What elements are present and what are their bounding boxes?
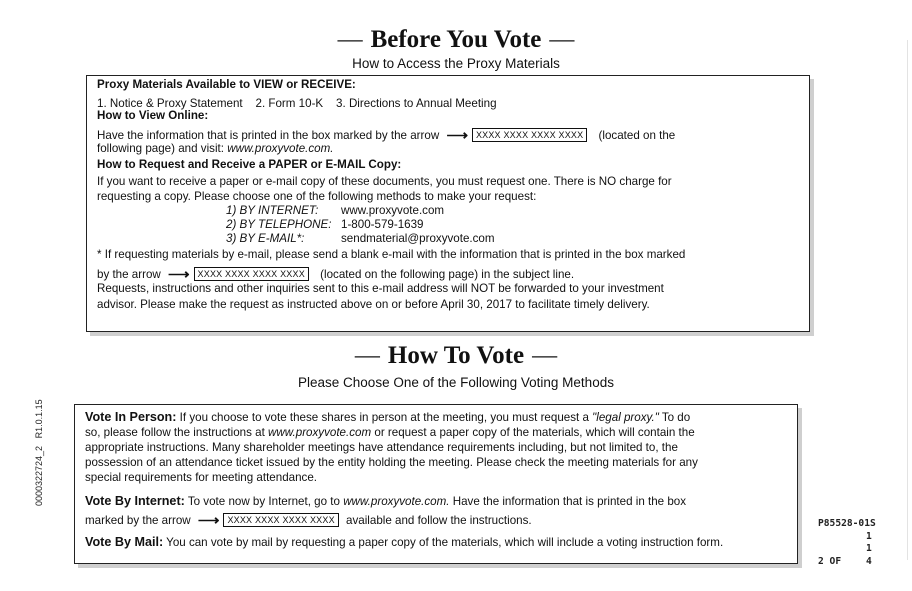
materials-title: Proxy Materials Available to VIEW or RECEIVE: <box>97 78 356 91</box>
arrow-icon: ⟶ <box>446 127 468 144</box>
voting-methods-box <box>74 404 798 564</box>
vote-by-internet-1: Vote By Internet: To vote now by Internet, go to www.proxyvote.com. Have the information that is printed in the box <box>85 494 687 508</box>
control-number-box: XXXX XXXX XXXX XXXX <box>194 267 309 281</box>
method-internet-value[interactable]: www.proxyvote.com <box>341 204 445 217</box>
control-number-box: XXXX XXXX XXXX XXXX <box>472 128 587 142</box>
proxyvote-link[interactable]: www.proxyvote.com. <box>343 495 450 508</box>
disclaimer-1: Requests, instructions and other inquiries sent to this e-mail address will NOT be forwarded to your investment <box>97 282 664 295</box>
vote-by-internet-2: marked by the arrow ⟶ XXXX XXXX XXXX XXXX available and follow the instructions. <box>85 512 532 529</box>
access-materials-box <box>86 75 810 332</box>
view-online-text-2: following page) and visit: www.proxyvote.com. <box>97 142 334 155</box>
vote-in-person-2: so, please follow the instructions at www.proxyvote.com or request a paper copy of the materials, which will contain the <box>85 426 695 439</box>
method-telephone-label: 2) BY TELEPHONE: <box>226 218 332 231</box>
page-count-1: 1 <box>866 531 872 542</box>
view-online-text: Have the information that is printed in the box marked by the arrow ⟶ XXXX XXXX XXXX XXXX (located on the <box>97 127 676 144</box>
vote-in-person-1: Vote In Person: If you choose to vote these shares in person at the meeting, you must request a "legal proxy." To do <box>85 410 691 424</box>
before-you-vote-subheading: How to Access the Proxy Materials <box>352 56 560 71</box>
view-online-title: How to View Online: <box>97 109 209 122</box>
how-to-vote-subheading: Please Choose One of the Following Voting Methods <box>298 375 614 390</box>
request-copy-title: How to Request and Receive a PAPER or E-MAIL Copy: <box>97 158 402 171</box>
method-internet-label: 1) BY INTERNET: <box>226 204 319 217</box>
legal-proxy-term: "legal proxy." <box>592 411 659 424</box>
email-note-1: * If requesting materials by e-mail, please send a blank e-mail with the information that is printed in the box marked <box>97 248 686 261</box>
method-email-label: 3) BY E-MAIL*: <box>226 232 305 245</box>
page-total: 4 <box>866 556 872 567</box>
page-of-label: 2 OF <box>818 556 842 567</box>
job-code: P85528-01S <box>818 518 876 529</box>
proxyvote-link[interactable]: www.proxyvote.com. <box>227 142 334 155</box>
document-id-side-code: 0000322724_2 R1.0.1.15 <box>34 399 44 506</box>
page-edge-line <box>907 40 908 560</box>
method-email-value[interactable]: sendmaterial@proxyvote.com <box>341 232 495 245</box>
vote-in-person-3: appropriate instructions. Many shareholder meetings have attendance requirements including, but not limited to, the <box>85 441 678 454</box>
arrow-icon: ⟶ <box>197 512 220 529</box>
request-text-2: requesting a copy. Please choose one of the following methods to make your request: <box>97 190 537 203</box>
vote-by-mail: Vote By Mail: You can vote by mail by requesting a paper copy of the materials, which will include a voting instruction form. <box>85 535 724 549</box>
page-count-2: 1 <box>866 543 872 554</box>
proxyvote-link[interactable]: www.proxyvote.com <box>268 426 372 439</box>
disclaimer-2: advisor. Please make the request as instructed above on or before April 30, 2017 to facilitate timely delivery. <box>97 298 650 311</box>
before-you-vote-heading: — Before You Vote — <box>337 26 575 53</box>
arrow-icon: ⟶ <box>168 266 190 283</box>
vote-in-person-5: special requirements for meeting attendance. <box>85 471 318 484</box>
method-telephone-value[interactable]: 1-800-579-1639 <box>341 218 424 231</box>
control-number-box: XXXX XXXX XXXX XXXX <box>223 513 338 527</box>
email-note-2: by the arrow ⟶ XXXX XXXX XXXX XXXX (located on the following page) in the subject line. <box>97 266 575 283</box>
materials-items: 1. Notice & Proxy Statement 2. Form 10-K 3. Directions to Annual Meeting <box>97 97 497 110</box>
how-to-vote-heading: — How To Vote — <box>354 342 558 369</box>
request-text-1: If you want to receive a paper or e-mail copy of these documents, you must request one. There is NO charge for <box>97 175 672 188</box>
vote-in-person-4: possession of an attendance ticket issued by the entity holding the meeting. Please check the meeting materials for any <box>85 456 698 469</box>
